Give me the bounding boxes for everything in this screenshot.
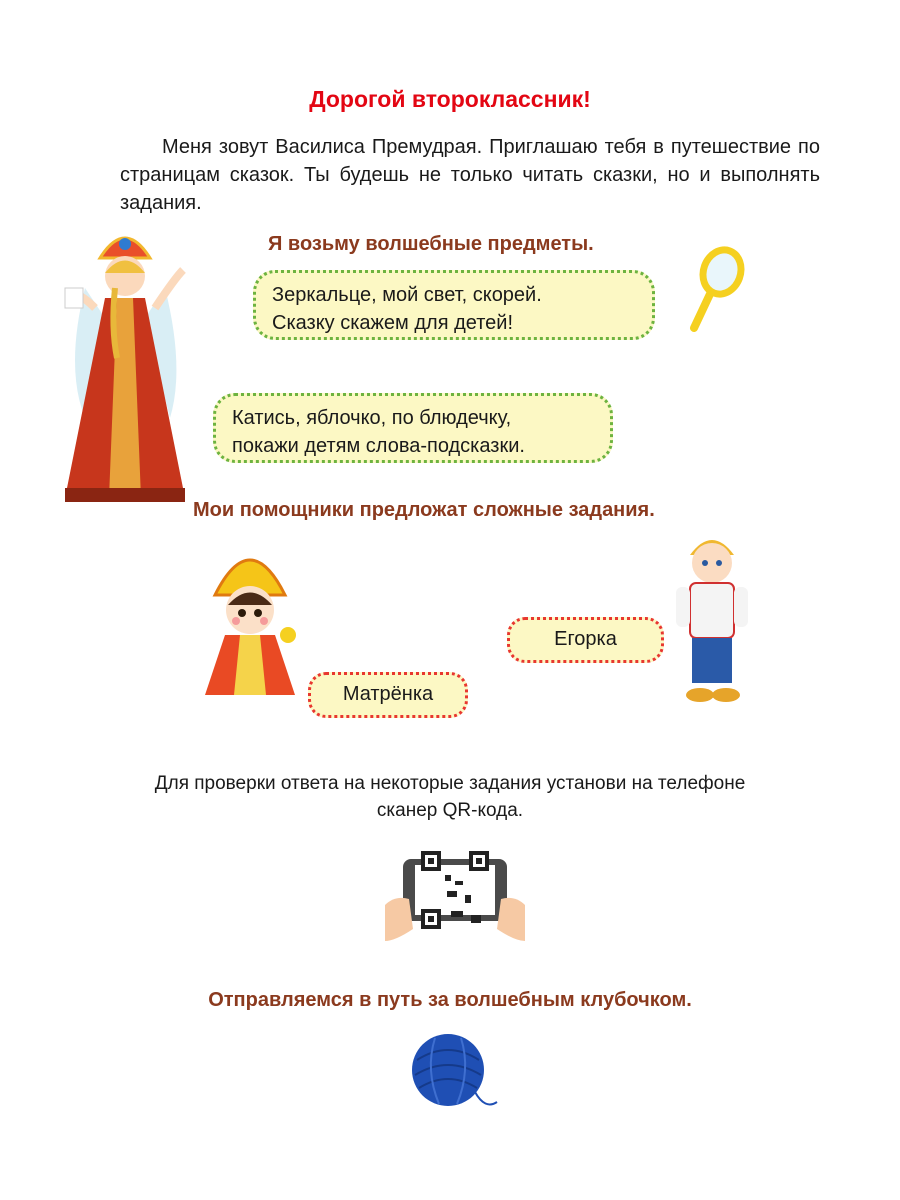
helpers-heading: Мои помощники предложат сложные задания.: [193, 499, 655, 521]
intro-paragraph: [120, 133, 820, 217]
matryonka-nametag: Матрёнка: [308, 672, 468, 718]
intro-text: Меня зовут Василиса Премудрая. Приглашаю тебя в путешествие по страницам сказок. Ты будешь не только читать сказки, но и выполнять задания.: [120, 136, 820, 214]
mirror-bubble-line2: Сказку скажем для детей!: [272, 312, 513, 334]
mirror-icon: [680, 240, 750, 335]
magic-items-heading: Я возьму волшебные предметы.: [268, 233, 594, 255]
yarn-ball-icon: [405, 1030, 500, 1115]
qr-note-line2: сканер QR-кода.: [376, 800, 524, 821]
apple-bubble-line1: Катись, яблочко, по блюдечку,: [232, 407, 512, 429]
qr-note-line1: Для проверки ответа на некоторые задания установи на телефоне: [154, 773, 746, 794]
matryonka-illustration: [200, 535, 305, 705]
mirror-bubble-line1: Зеркальце, мой свет, скорей.: [272, 284, 542, 306]
qr-phone-icon: [385, 845, 525, 945]
apple-bubble-line2: покажи детям слова-подсказки.: [232, 435, 525, 457]
mirror-speech-bubble: [253, 270, 655, 340]
apple-speech-bubble: [213, 393, 613, 463]
qr-note: [0, 770, 900, 824]
egorka-illustration: [670, 525, 755, 710]
journey-heading: Отправляемся в путь за волшебным клубочком.: [208, 989, 692, 1011]
egorka-nametag: Егорка: [507, 617, 664, 663]
page-title: Дорогой второклассник!: [309, 86, 591, 112]
vasilisa-illustration: [45, 218, 205, 518]
